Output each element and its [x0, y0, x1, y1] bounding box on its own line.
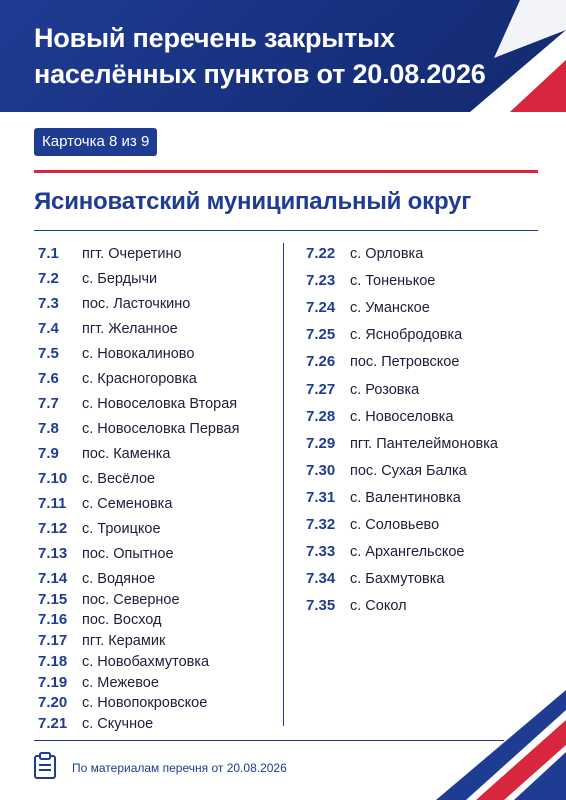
item-name: пос. Опытное: [82, 546, 174, 562]
item-name: с. Новоселовка: [350, 408, 454, 425]
item-name: с. Водяное: [82, 571, 156, 587]
item-number: 7.28: [306, 407, 336, 425]
item-name: пос. Восход: [82, 612, 162, 629]
title-line-2: населённых пунктов от 20.08.2026: [34, 59, 486, 89]
red-divider: [34, 170, 538, 173]
item-name: с. Новоселовка Первая: [82, 421, 240, 437]
item-name: с. Бердычи: [82, 271, 158, 287]
item-number: 7.1: [38, 245, 59, 262]
item-name: с. Новопокровское: [82, 695, 208, 712]
item-number: 7.7: [38, 395, 59, 412]
item-name: с. Архангельское: [350, 544, 465, 561]
item-number: 7.26: [306, 353, 336, 371]
item-number: 7.24: [306, 299, 336, 317]
item-number: 7.13: [38, 545, 68, 562]
header-banner: [0, 0, 566, 112]
clipboard-icon: [33, 752, 57, 780]
item-name: с. Тоненькое: [350, 273, 436, 290]
item-name: с. Скучное: [82, 715, 154, 732]
item-number: 7.19: [38, 673, 68, 691]
item-name: с. Семеновка: [82, 496, 173, 512]
page-title: [34, 20, 504, 92]
item-number: 7.20: [38, 694, 68, 712]
item-number: 7.23: [306, 272, 336, 290]
item-name: пос. Сухая Балка: [350, 462, 467, 479]
card-badge: Карточка 8 из 9: [34, 128, 157, 156]
item-number: 7.3: [38, 295, 59, 312]
item-name: пос. Петровское: [350, 354, 460, 371]
item-name: пос. Северное: [82, 591, 180, 608]
item-name: с. Новобахмутовка: [82, 653, 210, 670]
item-number: 7.22: [306, 245, 336, 262]
item-number: 7.30: [306, 461, 336, 479]
item-number: 7.17: [38, 632, 68, 650]
item-number: 7.29: [306, 434, 336, 452]
item-number: 7.35: [306, 597, 336, 615]
item-name: с. Соловьево: [350, 517, 440, 533]
item-name: с. Валентиновка: [350, 489, 461, 506]
item-name: пгт. Очеретино: [82, 246, 182, 262]
item-name: пос. Каменка: [82, 446, 171, 462]
item-name: пгт. Керамик: [82, 633, 166, 650]
item-number: 7.9: [38, 445, 59, 462]
item-name: с. Розовка: [350, 381, 420, 398]
item-number: 7.2: [38, 270, 59, 287]
item-number: 7.34: [306, 570, 336, 588]
item-number: 7.10: [38, 470, 68, 487]
title-line-1: Новый перечень закрытых: [34, 23, 395, 53]
item-number: 7.12: [38, 520, 68, 537]
item-number: 7.16: [38, 611, 68, 629]
corner-decor-stripes: [416, 690, 566, 800]
item-number: 7.5: [38, 345, 59, 362]
item-number: 7.8: [38, 420, 59, 437]
item-name: с. Межевое: [82, 674, 159, 691]
section-title: Ясиноватский муниципальный округ: [34, 188, 472, 215]
item-number: 7.31: [306, 488, 336, 506]
item-name: с. Троицкое: [82, 521, 161, 537]
section-divider: [34, 230, 538, 231]
item-name: с. Новоселовка Вторая: [82, 396, 238, 412]
item-number: 7.25: [306, 326, 336, 344]
item-name: с. Орловка: [350, 246, 424, 262]
item-number: 7.11: [38, 495, 67, 512]
item-number: 7.33: [306, 543, 336, 561]
item-number: 7.4: [38, 320, 59, 337]
item-number: 7.15: [38, 590, 68, 608]
item-name: с. Новокалиново: [82, 346, 195, 362]
item-name: с. Сокол: [350, 598, 407, 615]
item-name: с. Яснобродовка: [350, 327, 463, 344]
item-number: 7.27: [306, 380, 336, 398]
item-number: 7.21: [38, 714, 68, 732]
item-name: с. Уманское: [350, 300, 430, 317]
item-number: 7.32: [306, 516, 336, 533]
item-name: с. Бахмутовка: [350, 571, 445, 588]
item-number: 7.14: [38, 570, 68, 587]
item-name: пгт. Пантелеймоновка: [350, 435, 498, 452]
item-name: с. Красногоровка: [82, 371, 197, 387]
item-name: с. Весёлое: [82, 471, 156, 487]
item-number: 7.6: [38, 370, 59, 387]
column-divider: [283, 243, 284, 726]
item-name: пос. Ласточкино: [82, 296, 191, 312]
footer-source-text: По материалам перечня от 20.08.2026: [72, 761, 287, 775]
item-number: 7.18: [38, 652, 68, 670]
item-name: пгт. Желанное: [82, 321, 178, 337]
